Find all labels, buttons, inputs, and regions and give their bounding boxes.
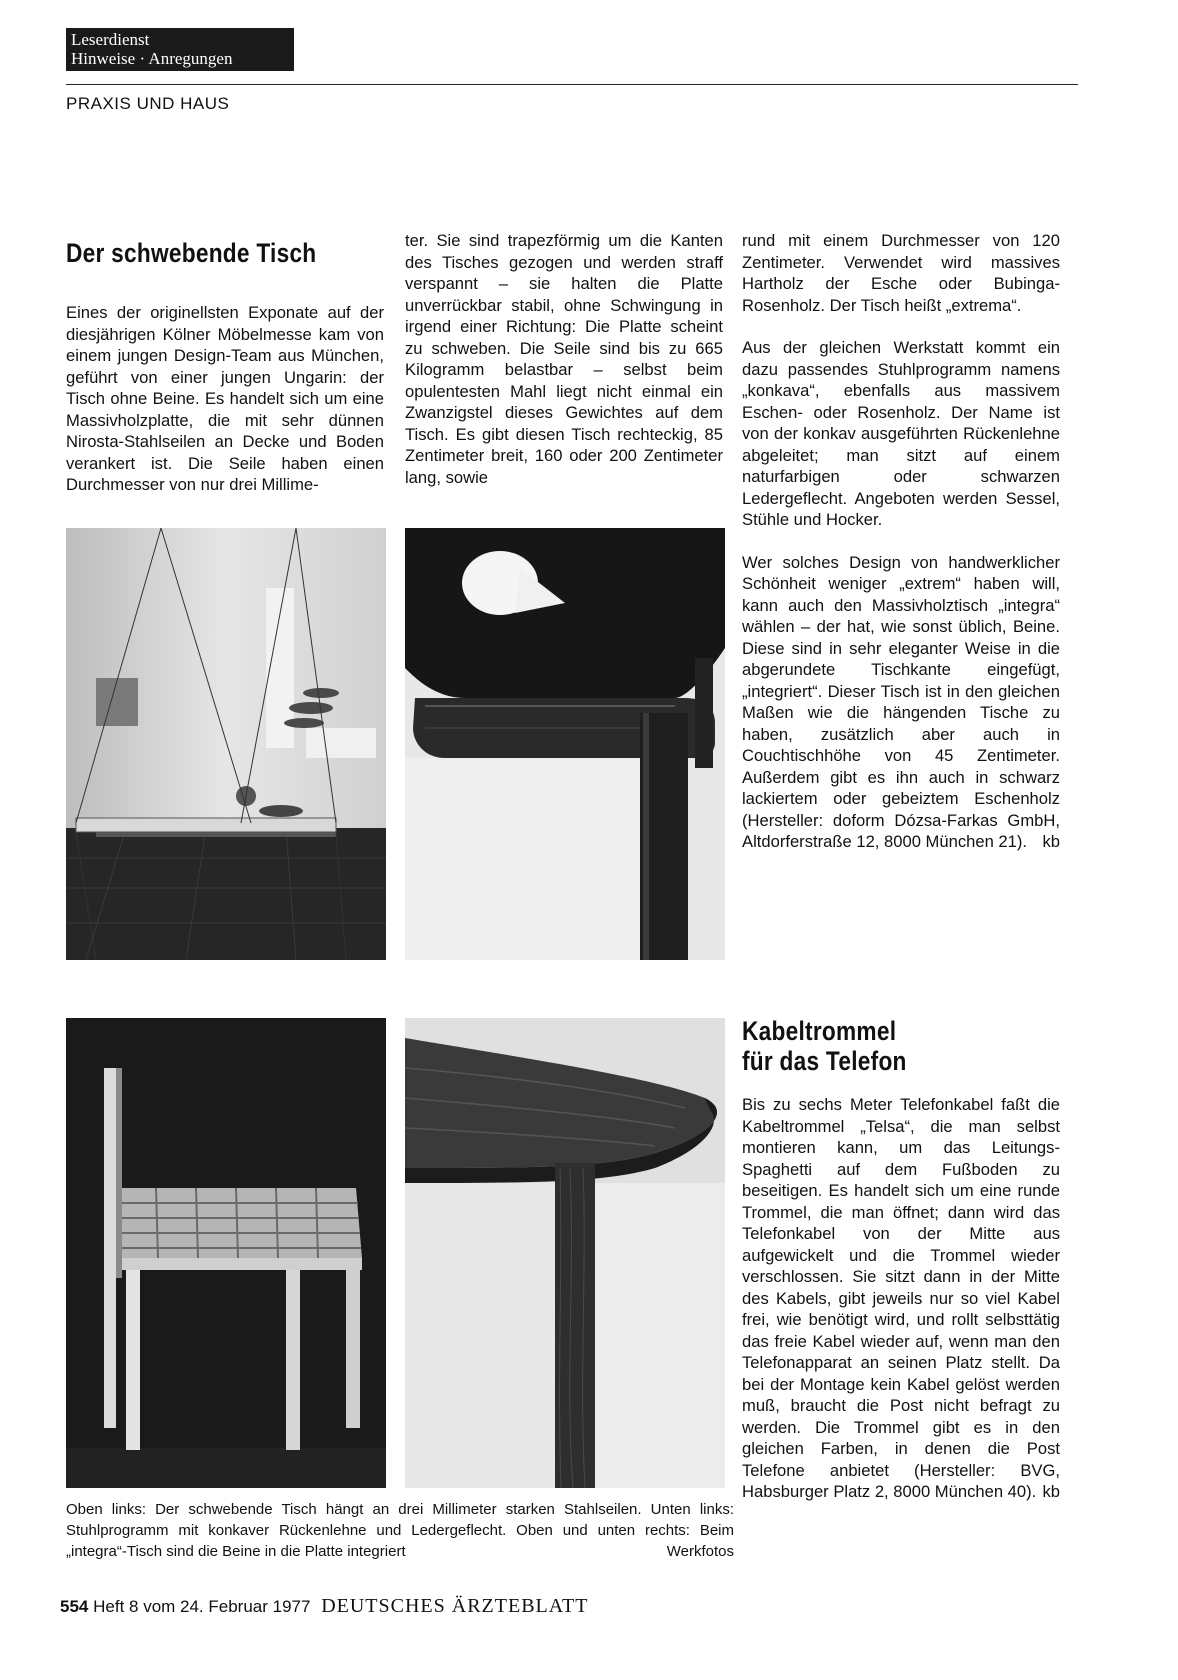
article-paragraph: ter. Sie sind trapezförmig um die Kanten des Tisches gezogen und werden straff verspannt – sie halten die Platte unverrückbar stabil, ohne Schwingung in irgend einer Richtung: Die Platte scheint zu schweben. Die Seile sind bis zu 665 Kilogramm belastbar – selbst beim opulentesten Mahl liegt nicht einmal ein Zwanzigstel dieses Gewichtes auf dem Tisch. Es gibt diesen Tisch rechteckig, 85 Zentimeter breit, 160 oder 200 Zentimeter lang, sowie xyxy=(405,231,723,487)
caption-text: Oben links: Der schwebende Tisch hängt an drei Millimeter starken Stahlseilen. Unten links: Stuhlprogramm mit konkaver Rückenlehne und Ledergeflecht. Oben und unten rechts: Beim „integra“-Tisch sind die Beine in die Platte integriert xyxy=(66,1501,734,1560)
author-signature: kb xyxy=(1042,832,1060,851)
magazine-name: DEUTSCHES ÄRZTEBLATT xyxy=(321,1595,589,1617)
article-2-title xyxy=(742,1016,1011,1076)
section-title: PRAXIS UND HAUS xyxy=(66,94,230,113)
article-2-title-line-2: für das Telefon xyxy=(742,1046,907,1076)
article-column-2 xyxy=(405,230,723,488)
article-paragraph: Aus der gleichen Werkstatt kommt ein dazu passendes Stuhlprogramm namens „konkava“, ebenfalls aus massivem Eschen- oder Rosenholz. Der Name ist von der konkav ausgeführten Rückenlehne abgeleitet; man sitzt auf einem naturfarbigen oder schwarzen Ledergeflecht. Angeboten werden Sessel, Stühle und Hocker. xyxy=(742,338,1060,529)
issue-info: Heft 8 vom 24. Februar 1977 xyxy=(93,1597,311,1616)
article-paragraph: rund mit einem Durchmesser von 120 Zentimeter. Verwendet wird massives Hartholz der Esche oder Bubinga-Rosenholz. Der Tisch heißt „extrema“. xyxy=(742,231,1060,315)
photo-caption xyxy=(66,1499,734,1562)
article-2-title-line-1: Kabeltrommel xyxy=(742,1016,897,1046)
page-footer xyxy=(60,1595,588,1618)
article-title: Der schwebende Tisch xyxy=(66,238,317,268)
article-2-paragraph-text: Bis zu sechs Meter Telefonkabel faßt die Kabeltrommel „Telsa“, die man selbst montieren kann, um das Leitungs-Spaghetti auf dem Fußboden zu beseitigen. Es handelt sich um eine runde Trommel, die man öffnet; dann wird das Telefonkabel von der Mitte aus aufgewickelt und die Trommel wieder verschlossen. Sie sitzt dann in der Mitte des Kabels, gibt jeweils nur so viel Kabel frei, wie benötigt wird, und rollt selbsttätig das freie Kabel wieder auf, wenn man den Telefonapparat an seinen Platz stellt. Da bei der Montage kein Kabel gelöst werden muß, braucht die Post nicht befragt zu werden. Die Trommel gibt es in den gleichen Farben, in denen die Post Telefone anbietet (Hersteller: BVG, Habsburger Platz 2, 8000 München 40). xyxy=(742,1095,1060,1501)
page-number: 554 xyxy=(60,1597,89,1616)
article-paragraph xyxy=(742,552,1060,853)
article-column-1 xyxy=(66,302,384,496)
header-rule xyxy=(66,84,1078,85)
badge-line-1: Leserdienst xyxy=(71,30,150,49)
article-paragraph: Eines der originellsten Exponate auf der diesjährigen Kölner Möbelmesse kam von einem jungen Design-Team aus München, geführt von einer jungen Ungarin: der Tisch ohne Beine. Es handelt sich um eine Massivholzplatte, die mit sehr dünnen Nirosta-Stahlseilen an Decke und Boden verankert ist. Die Seile haben einen Durchmesser von nur drei Millime- xyxy=(66,303,384,494)
article-column-3 xyxy=(742,230,1060,853)
photo-integra-round-table xyxy=(405,1018,725,1488)
photo-integra-table-corner xyxy=(405,528,725,960)
article-2-paragraph xyxy=(742,1094,1060,1503)
photo-credit: Werkfotos xyxy=(666,1543,734,1560)
article-paragraph-text: Wer solches Design von handwerklicher Schönheit weniger „extrem“ haben will, kann auch den Massivholztisch „integra“ wählen – der hat, wie sonst üblich, Beine. Diese sind in sehr eleganter Weise in die abgerundete Tischkante eingefügt, „integriert“. Dieser Tisch ist in den gleichen Maßen wie die hängenden Tische zu haben, zusätzlich aber auch in Couchtischhöhe von 45 Zentimeter. Außerdem gibt es ihn auch in schwarz lackiertem oder gebeiztem Eschenholz (Hersteller: doform Dózsa-Farkas GmbH, Altdorferstraße 12, 8000 München 21). xyxy=(742,552,1060,851)
photo-chair-konkava xyxy=(66,1018,386,1488)
article-2-body xyxy=(742,1094,1060,1503)
photo-hanging-table xyxy=(66,528,386,960)
section-badge xyxy=(66,28,294,71)
author-signature: kb xyxy=(1042,1482,1060,1501)
badge-line-2: Hinweise · Anregungen xyxy=(71,49,233,68)
